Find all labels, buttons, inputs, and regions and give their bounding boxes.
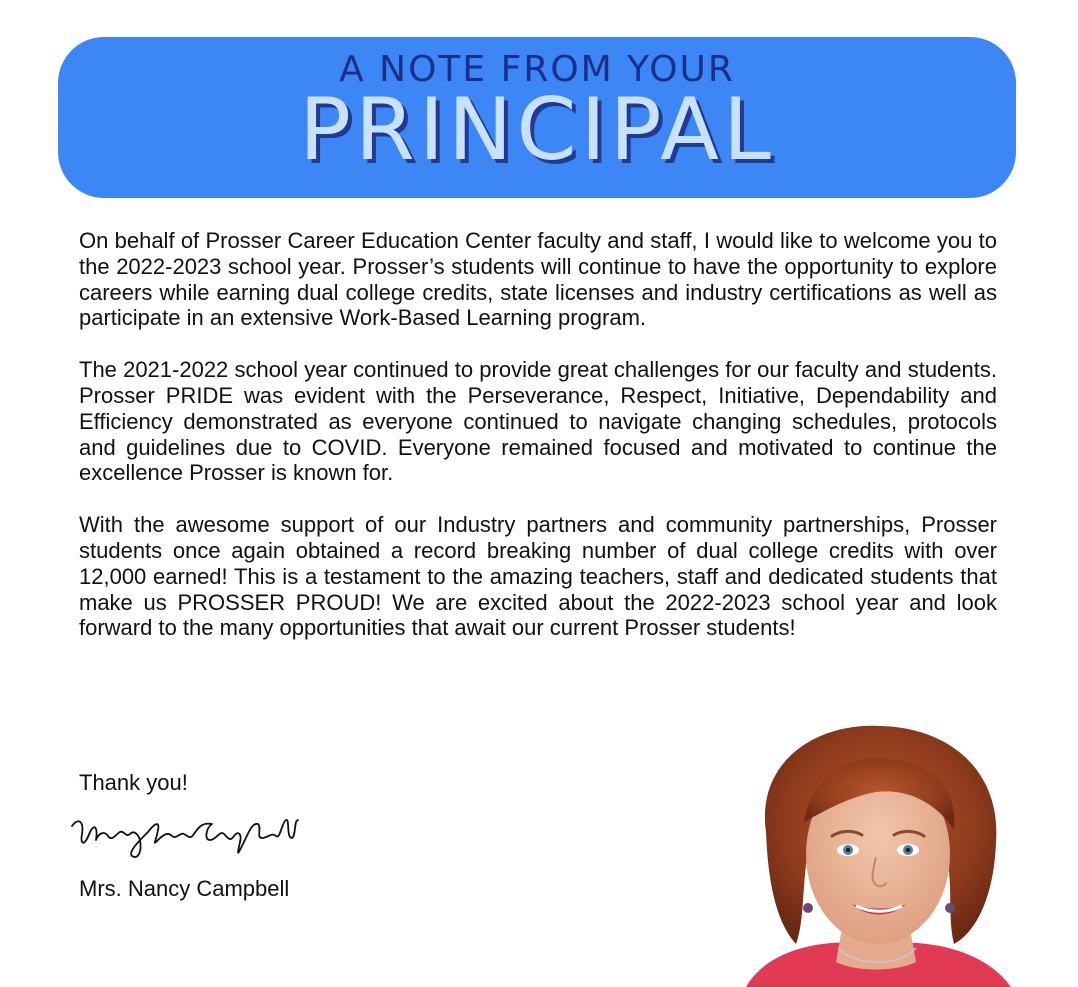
banner-subtitle: A NOTE FROM YOUR [339, 49, 735, 90]
header-banner [58, 37, 1016, 198]
closing-line: Thank you! [79, 770, 188, 795]
letter-paragraph: On behalf of Prosser Career Education Center faculty and staff, I would like to welcome you to the 2022-2023 school year. Prosser’s students will continue to have the opportunity to explore careers while earning dual college credits, state licenses and industry certifications as well as participate in an extensive Work-Based Learning program. [79, 228, 997, 331]
principal-photo [726, 722, 1026, 987]
letter-paragraph: The 2021-2022 school year continued to provide great challenges for our faculty and students. Prosser PRIDE was evident with the Perseverance, Respect, Initiative, Dependability and Efficiency demonstrated as everyone continued to navigate changing schedules, protocols and guidelines due to COVID. Everyone remained focused and motivated to continue the excellence Prosser is known for. [79, 357, 997, 486]
letter-paragraph: With the awesome support of our Industry partners and community partnerships, Prosser students once again obtained a record breaking number of dual college credits with over 12,000 earned! This is a testament to the amazing teachers, staff and dedicated students that make us PROSSER PROUD! We are excited about the 2022-2023 school year and look forward to the many opportunities that await our current Prosser students! [79, 512, 997, 641]
signature-image [68, 812, 300, 864]
page-title: PRINCIPAL [299, 80, 775, 180]
signer-name: Mrs. Nancy Campbell [79, 876, 290, 901]
letter-body [79, 228, 997, 667]
